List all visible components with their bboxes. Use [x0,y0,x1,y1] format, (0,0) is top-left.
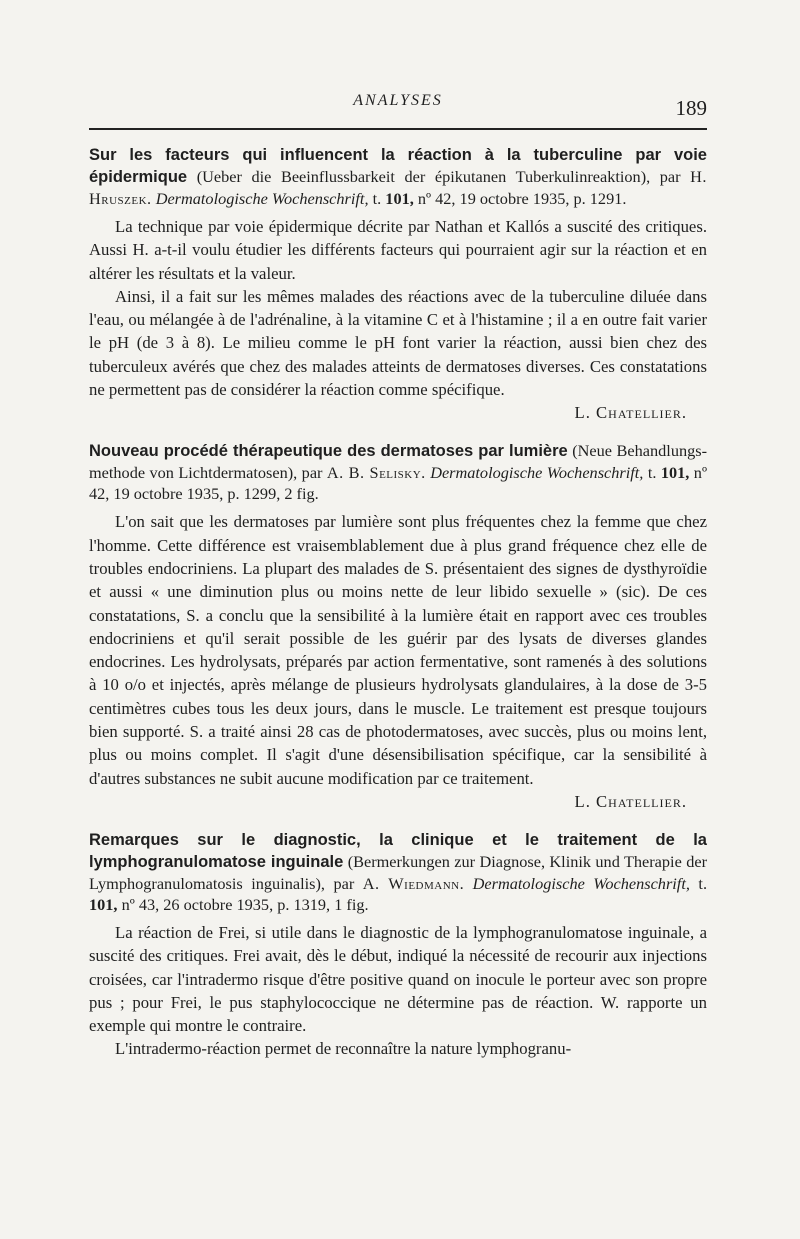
article-heading: Remarques sur le diagnostic, la clinique et le traitement de la lymphogranulomatose inguinale (Bermerkungen zur Diagnose, Klinik und Therapie der Lymphogranulomatosis inguinalis), par A. Wiedmann. Dermatologische Wochenschrift, t. 101, nº 43, 26 octobre 1935, p. 1319, 1 fig. [89,830,708,914]
author: H. Hruszek. [89,167,707,208]
article-body [89,215,707,401]
journal: Dermatologische Wochenschrift, [472,873,690,893]
original-title: (Neue Behandlungs-methode von Lichtdermatosen), [89,441,707,483]
paragraph: La réaction de Frei, si utile dans le diagnostic de la lymphogranulomatose inguinale, a suscité des critiques. Frei avait, dès le début, indiqué la nécessité de recourir aux injections croisées, car l'intradermo risque d'être positive quand on inocule le porteur avec son propre pus ; pour Frei, le pus staphylococcique ne détermine pas de réaction. W. rapporte un exemple qui montre le contraire. [89,922,707,1036]
article-heading: Sur les facteurs qui influencent la réaction à la tuberculine par voie épidermique (Ueber die Beeinflussbarkeit der épikutanen Tuberkulinreaktion), par H. Hruszek. Dermatologische Wochenschrift, t. 101, nº 42, 19 octobre 1935, p. 1291. [89,146,707,208]
abstract-article [89,440,707,813]
reference: nº 43, 26 octobre 1935, p. 1319, 1 fig. [121,894,369,914]
header-rule [89,128,707,130]
article-title: Nouveau procédé thérapeutique des dermatoses par lumière [89,442,568,461]
signature: L. Chatellier. [574,403,687,423]
original-title: (Bermerkungen zur Diagnose, Klinik und Therapie der Lymphogranulomatosis inguinalis), [89,851,707,893]
volume: 101, [660,463,690,483]
page-header [89,92,707,128]
paragraph: Ainsi, il a fait sur les mêmes malades des réactions avec de la tuberculine diluée dans l'eau, ou mélangée à de l'adrénaline, à la vitamine C et à l'histamine ; il a en outre fait varier le pH (de 3 à 8). Le milieu comme le pH font varier la réaction, aussi bien chez des tuberculeux avérés que chez des malades atteints de dermatoses diverses. Ces constatations ne permettent pas de considérer la réaction comme spécifique. [89,286,707,400]
journal: Dermatologische Wochenschrift, [155,189,369,208]
paragraph: La technique par voie épidermique décrite par Nathan et Kallós a suscité des critiques. Aussi H. a-t-il voulu étudier les différents facteurs qui pourraient agir sur la réaction et en altérer les résultats et la valeur. [89,217,707,283]
article-body [89,510,707,790]
article-title: Sur les facteurs qui influencent la réaction à la tuberculine par voie épidermique [89,146,707,186]
paragraph: L'on sait que les dermatoses par lumière sont plus fréquentes chez la femme que chez l'homme. Cette différence est vraisemblablement due à plus grand fréquence chez elle de troubles endocriniens. La plupart des malades de S. présentaient des signes de dysthyroïdie et aussi « une diminution plus ou moins nette de leur libido sexuelle » (sic). De ces constatations, S. a conclu que la sensibilité à la lumière était en rapport avec ces troubles endocriniens et qu'il serait possible de les guérir par des lysats de diverses glandes endocrines. Les hydrolysats, préparés par action fermentative, sont ramenés à des solutions à 10 o/o et injectés, après mélange de plusieurs hydrolysats glandulaires, à la dose de 3-5 centimètres cubes tous les deux jours, dans le muscle. Le traitement est presque toujours bien supporté. S. a traité ainsi 28 cas de photodermatoses, avec succès, plus ou moins lent, plus ou moins complet. Il s'agit d'une désensibilisation spécifique, car la sensibilité à d'autres substances ne subit aucune modification par ce traitement. [89,512,707,788]
author: A. Wiedmann. [362,873,465,893]
paragraph: L'intradermo-réaction permet de reconnaître la nature lymphogranu- [115,1039,572,1059]
article-title: Remarques sur le diagnostic, la clinique et le traitement de la lymphogranulomatose inguinale [89,830,707,871]
original-title: (Ueber die Beeinflussbarkeit der épikutanen Tuberkulinreaktion), [196,167,651,186]
journal: Dermatologische Wochenschrift, [430,463,644,483]
running-title: ANALYSES [353,92,443,109]
abstract-article [89,144,707,424]
article-heading: Nouveau procédé thérapeutique des dermatoses par lumière (Neue Behandlungs-methode von Lichtdermatosen), par A. B. Selisky. Dermatologische Wochenschrift, t. 101, nº 42, 19 octobre 1935, p. 1299, 2 fig. [89,441,707,504]
page-number: 189 [675,96,707,120]
volume: 101, [385,189,414,208]
volume: 101, [89,894,118,914]
journal-page [89,92,707,1061]
reference: nº 42, 19 octobre 1935, p. 1299, 2 fig. [89,463,707,504]
reference: nº 42, 19 octobre 1935, p. 1291. [417,189,627,208]
abstract-article [89,829,707,1061]
author: A. B. Selisky. [326,463,426,483]
signature: L. Chatellier. [574,791,687,811]
article-body [89,921,707,1061]
